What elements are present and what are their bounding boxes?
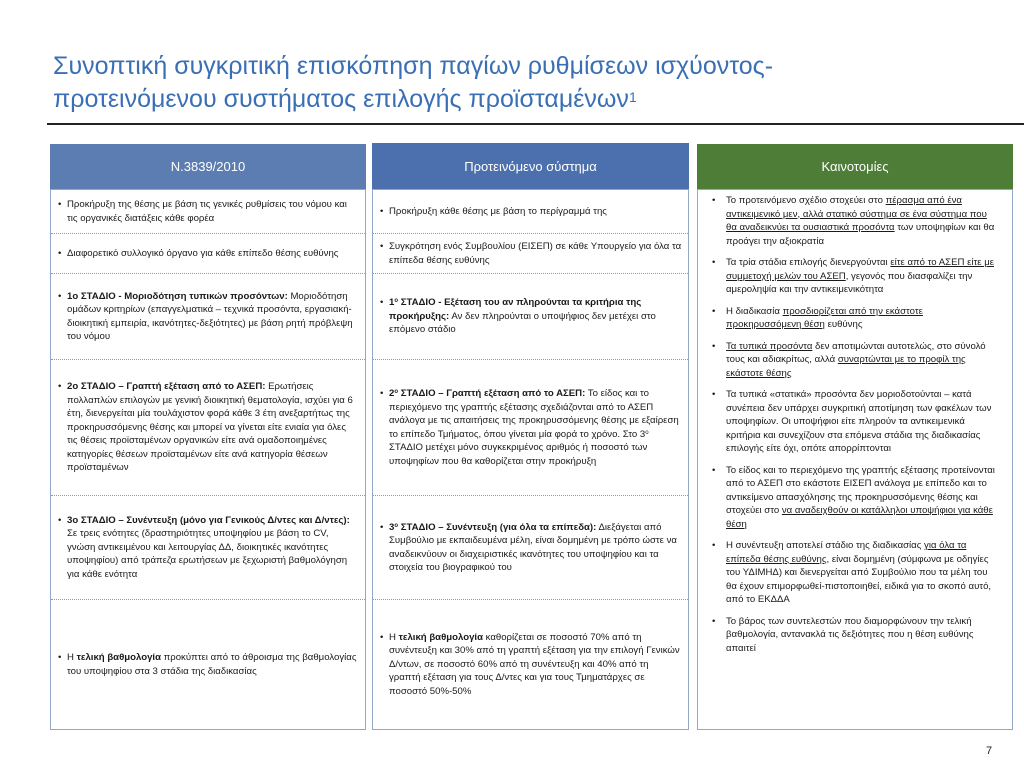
proposed-row-6-heading: τελική βαθμολογία <box>398 631 483 643</box>
title-line-1: Συνοπτική συγκριτική επισκόπηση παγίων ρυθμίσεων ισχύοντος- <box>53 52 774 80</box>
innovation-item-3 <box>712 305 998 332</box>
proposed-row-5-heading: ΣΤΑΔΙΟ – Συνέντευξη (για όλα τα επίπεδα): <box>400 521 597 533</box>
proposed-row-2 <box>373 234 688 274</box>
law-row-3-heading: 1ο ΣΤΑΔΙΟ - Μοριοδότηση τυπικών προσόντων: <box>67 290 288 302</box>
innovation-2-text-a: Τα τρία στάδια επιλογής διενεργούνται <box>726 257 888 268</box>
page-title <box>53 50 1003 116</box>
law-column <box>50 189 366 730</box>
law-row-5-heading: 3ο ΣΤΑΔΙΟ – Συνέντευξη (μόνο για Γενικούς Δ/ντες και Δ/ντες): <box>67 514 350 526</box>
innovation-item-7 <box>712 539 998 607</box>
title-line-2-text: προτεινόμενου συστήματος επιλογής προϊσταμένων <box>53 85 629 113</box>
proposed-row-5 <box>373 496 688 600</box>
bullet: • <box>712 389 716 400</box>
proposed-row-4-sup: ο <box>394 389 399 395</box>
innovation-2-text-b: , γεγονός που διασφαλίζει την αμεροληψία και την αντικειμενικότητα <box>726 270 973 295</box>
bullet: • <box>58 381 62 393</box>
proposed-row-4-text-sup: ο <box>645 429 649 436</box>
innovation-5-text: Τα τυπικά «στατικά» προσόντα δεν μοριοδοτούνται – κατά συνέπεια δεν υπάρχει συγκριτική αποτίμηση των φακέλων των υποψηφίων. Οι υποψήφιοι είτε πληρούν τα αντικειμενικά κριτήρια και συνεχίζουν στα επόμενα στάδια της διαδικασίας επιλογής είτε όχι, οπότε απορρίπτονται <box>726 389 992 454</box>
bullet: • <box>712 615 716 627</box>
proposed-row-1 <box>373 190 688 234</box>
law-row-6 <box>51 600 365 729</box>
bullet: • <box>380 521 384 533</box>
proposed-row-3-num: 1 <box>389 297 395 309</box>
law-row-1-text: Προκήρυξη της θέσης με βάση τις γενικές ρυθμίσεις του νόμου και τις οργανικές διατάξεις κάθε φορέα <box>67 199 347 224</box>
innovation-item-2 <box>712 256 998 297</box>
innovation-4-underlined-b: συναρτώνται με το προφίλ της εκάστοτε θέσης <box>726 354 966 379</box>
title-footnote-mark: 1 <box>628 89 637 105</box>
law-row-4-text: Ερωτήσεις πολλαπλών επιλογών με γενική διοικητική θεματολογία, ισχύει για 6 έτη, διενεργείται μία τουλάχιστον φορά κάθε 3 έτη ανεξαρτήτως της προκηρυσσόμενης θέσης και μπορεί να γίνεται είτε ενιαία για όλες τις θέσεις προϊσταμένων οργανικών είτε ανά ομαδοποιημένες κατηγορίες θέσεων προϊσταμένων είτε ανά κατηγορία θέσεων προϊσταμένων <box>67 381 353 474</box>
innovation-item-1 <box>712 194 998 248</box>
innovation-2-underlined: είτε από το ΑΣΕΠ είτε με συμμετοχή μελών του ΑΣΕΠ <box>726 257 995 282</box>
bullet: • <box>58 514 62 526</box>
proposed-row-2-text: Συγκρότηση ενός Συμβουλίου (ΕΙΣΕΠ) σε κάθε Υπουργείο για όλα τα επίπεδα θέσης ευθύνης <box>389 241 682 266</box>
law-row-4-heading: 2ο ΣΤΑΔΙΟ – Γραπτή εξέταση από το ΑΣΕΠ: <box>67 381 266 393</box>
innovation-item-5 <box>712 388 998 456</box>
column-header-proposed: Προτεινόμενο σύστημα <box>372 143 689 189</box>
innovation-7-underlined: για όλα τα επίπεδα θέσης ευθύνης <box>726 540 967 565</box>
law-row-6-text-b: προκύπτει από το άθροισμα της βαθμολογίας του υποψηφίου στα 3 στάδια της διαδικασίας <box>67 652 357 677</box>
law-row-1 <box>51 190 365 234</box>
bullet: • <box>380 631 384 643</box>
bullet: • <box>380 205 384 217</box>
innovation-3-underlined: προσδιορίζεται από την εκάστοτε προκηρυσσόμενη θέση <box>726 305 923 330</box>
bullet: • <box>380 241 384 252</box>
innovation-1-text-b: των υποψηφίων και θα προάγει την αξιοκρατία <box>726 222 995 247</box>
innovation-1-underlined: πέρασμα από ένα αντικειμενικό μεν, αλλά στατικό σύστημα σε ένα σύστημα που θα αναδεικνύει τα ουσιαστικά προσόντα <box>726 195 987 233</box>
proposed-row-4-text-b: ΣΤΑΔΙΟ μετέχει μόνο συγκεκριμένος αριθμός ή ποσοστό των υποψηφίων που θα καθορίζεται στην προκήρυξη <box>389 442 648 467</box>
innovation-6-underlined: να αναδειχθούν οι κατάλληλοι υποψήφιοι για κάθε θέση <box>726 505 993 530</box>
innovation-8-text: Το βάρος των συντελεστών που διαμορφώνουν την τελική βαθμολογία, αντανακλά τις δεξιότητες που η θέση ευθύνης απαιτεί <box>726 615 974 654</box>
column-header-innovations: Καινοτομίες <box>697 144 1013 189</box>
proposed-row-3 <box>373 274 688 360</box>
innovation-7-text-b: , είναι δομημένη (σύμφωνα με οδηγίες του ΥΔΙΜΗΔ) και διενεργείται από Συμβούλιο που τα μέλη του θα έχουν επιμορφωθεί-πιστοποιηθεί, ειδικά για το σκοπό αυτό, από το ΕΚΔΔΑ <box>726 553 992 605</box>
title-line-2 <box>53 83 1003 116</box>
law-row-3-text: Μοριοδότηση ομάδων κριτηρίων (επαγγελματικά – τεχνικά προσόντα, εργασιακή-διοικητική εμπειρία, ικανότητες-δεξιότητες) με βάση ρητή πρόβλεψη του νόμου <box>67 290 353 342</box>
innovation-7-text-a: Η συνέντευξη αποτελεί στάδιο της διαδικασίας <box>726 540 922 551</box>
bullet: • <box>380 388 384 399</box>
bullet: • <box>712 257 716 268</box>
law-row-3 <box>51 274 365 360</box>
proposed-row-1-text: Προκήρυξη κάθε θέσης με βάση το περίγραμμά της <box>389 205 607 217</box>
law-row-6-text-a: Η <box>67 652 74 663</box>
proposed-row-3-text: Αν δεν πληρούνται ο υποψήφιος δεν μετέχει στο επόμενο στάδιο <box>389 310 656 336</box>
bullet: • <box>712 195 716 206</box>
innovation-4-text: δεν αποτιμώνται αυτοτελώς, στο σύνολό τους και αδιακρίτως, αλλά <box>726 340 986 365</box>
law-row-5-text: Σε τρεις ενότητες (δραστηριότητες υποψηφίου με βάση το CV, γνώση αντικειμένου και λειτουργίας ΔΔ, διοικητικές ικανότητες υποψηφίου) από τράπεζα ερωτήσεων με ξεχωριστή βαθμολόγηση για κάθε ενότητα <box>67 528 348 580</box>
innovation-item-6 <box>712 464 998 532</box>
innovation-1-text-a: Το προτεινόμενο σχέδιο στοχεύει στο <box>726 195 883 206</box>
law-row-2-text: Διαφορετικό συλλογικό όργανο για κάθε επίπεδο θέσης ευθύνης <box>67 247 339 259</box>
bullet: • <box>380 297 384 309</box>
law-row-4 <box>51 360 365 496</box>
proposed-column <box>372 189 689 730</box>
bullet: • <box>58 652 62 663</box>
page-number: 7 <box>986 745 993 757</box>
proposed-row-5-num: 3 <box>389 521 395 533</box>
proposed-row-5-sup: ο <box>394 522 399 529</box>
bullet: • <box>712 340 716 352</box>
proposed-row-4-num: 2 <box>389 388 395 399</box>
title-rule <box>47 123 1024 125</box>
bullet: • <box>712 464 716 476</box>
innovation-6-text: Το είδος και το περιεχόμενο της γραπτής εξέτασης προτείνονται από το ΑΣΕΠ στο εκάστοτε ΕΙΣΕΠ ανάλογα με επίπεδο και το αντικείμενο απασχόλησης της προκηρυσσόμενης θέσης και στοχεύει στο <box>726 464 995 516</box>
proposed-row-4-heading: ΣΤΑΔΙΟ – Γραπτή εξέταση από το ΑΣΕΠ: <box>400 388 586 399</box>
column-header-law: Ν.3839/2010 <box>50 144 366 189</box>
innovation-3-text-a: Η διαδικασία <box>726 305 780 317</box>
proposed-row-6 <box>373 600 688 729</box>
bullet: • <box>58 290 62 302</box>
proposed-row-3-heading: ΣΤΑΔΙΟ - Εξέταση του αν πληρούνται τα κριτήρια της προκήρυξης: <box>389 297 642 322</box>
innovation-4-underlined-a: Τα τυπικά προσόντα <box>726 340 813 352</box>
law-row-5 <box>51 496 365 600</box>
bullet: • <box>58 199 62 210</box>
proposed-row-4 <box>373 360 688 496</box>
proposed-row-5-text: Διεξάγεται από Συμβούλιο με εκπαιδευμένα μέλη, είναι δομημένη με τρόπο ώστε να αναδεικνύουν οι διαχειριστικές ικανότητες του υποψηφίου και τα στοιχεία του βιογραφικού του <box>389 521 677 573</box>
law-row-2 <box>51 234 365 274</box>
proposed-row-4-text-a: Το είδος και το περιεχόμενο της γραπτής εξέτασης σχεδιάζονται από το ΑΣΕΠ ανάλογα με τις απαιτήσεις της προκηρυσσόμενης θέσης με εξαίρεση το επίπεδο Τμήματος, όπου γίνεται μία φορά το χρόνο. Στο 3 <box>389 388 679 440</box>
proposed-row-3-sup: ο <box>394 298 399 305</box>
law-row-6-heading: τελική βαθμολογία <box>76 652 161 663</box>
innovation-3-text-b: ευθύνης <box>827 319 863 330</box>
bullet: • <box>712 305 716 317</box>
proposed-row-6-text-a: Η <box>389 631 396 643</box>
bullet: • <box>58 247 62 259</box>
innovation-item-8 <box>712 615 998 656</box>
bullet: • <box>712 540 716 551</box>
proposed-row-6-text-b: καθορίζεται σε ποσοστό 70% από τη συνέντευξη και 30% από τη γραπτή εξέταση για την επιλογή Γενικών Δ/ντων, σε ποσοστό 60% από τη συνέντευξη και 40% από τη γραπτή εξέταση για τους Δ/ντες και για τους Τμηματάρχες σε ποσοστό 50%-50% <box>389 631 680 697</box>
innovations-column <box>697 189 1013 730</box>
innovation-item-4 <box>712 340 998 381</box>
